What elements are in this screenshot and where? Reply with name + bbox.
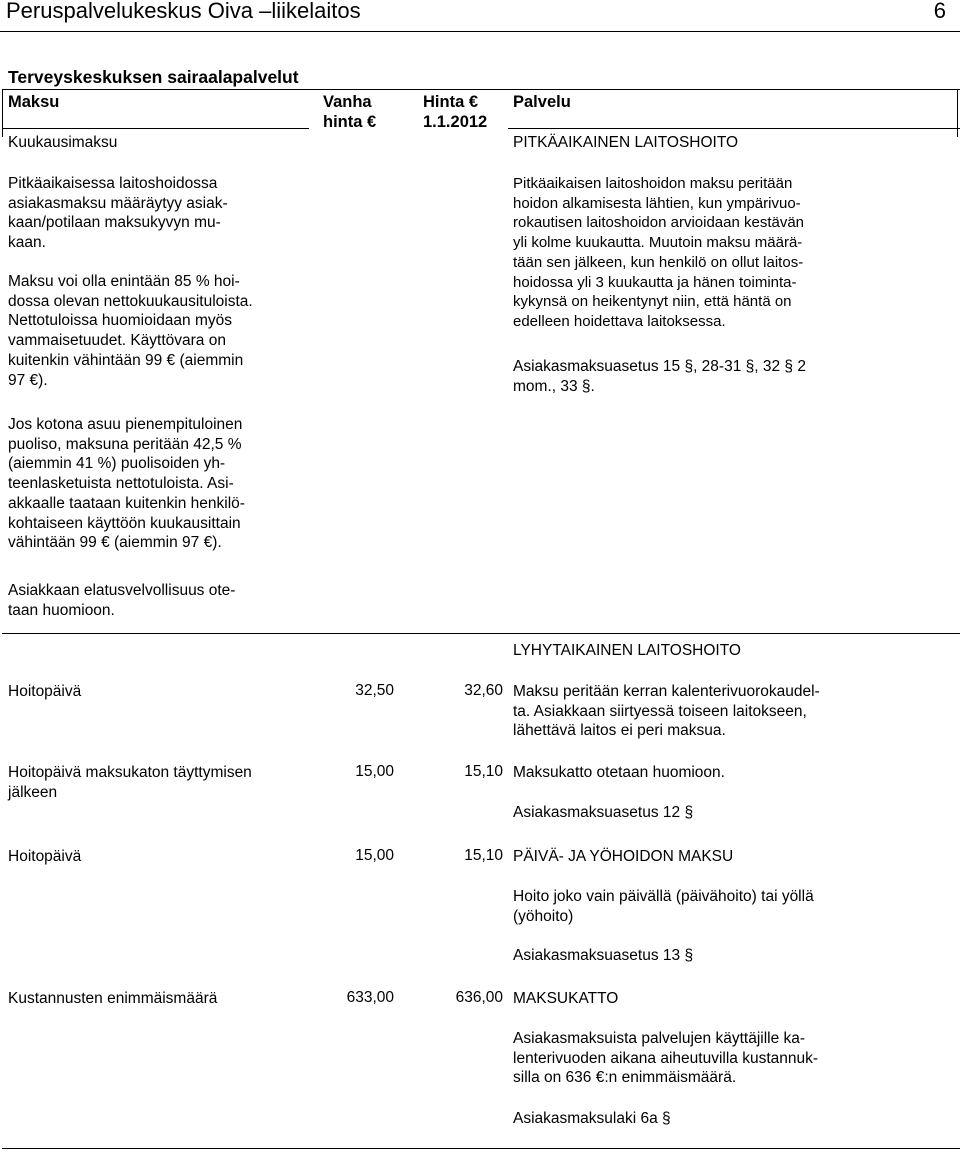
old-price: 15,00 [355, 763, 394, 780]
section-title: Terveyskeskuksen sairaalapalvelut [8, 67, 299, 87]
service-description: Hoito joko vain päivällä (päivähoito) tai yöllä (yöhoito) [513, 888, 814, 925]
fee-label: Hoitopäivä maksukaton täyttymisen jälkeen [8, 764, 252, 801]
column-header-palvelu: Palvelu [513, 93, 571, 111]
new-price: 15,10 [464, 763, 503, 780]
fee-label: Hoitopäivä [8, 848, 82, 865]
fee-description: Maksu voi olla enintään 85 % hoi- dossa olevan nettokuukausituloista. Nettotuloissa huomioidaan myös vammaisetuudet. Käyttövara on kuitenkin vähintään 99 € (aiemmin 97 €). [8, 273, 253, 389]
service-title: MAKSUKATTO [513, 990, 619, 1007]
old-price: 15,00 [355, 847, 394, 864]
service-legal-reference: Asiakasmaksuasetus 12 § [513, 804, 694, 821]
old-price: 32,50 [355, 682, 394, 699]
fee-label: Kuukausimaksu [8, 134, 118, 151]
column-header-maksu: Maksu [8, 93, 60, 111]
table-left-border [2, 89, 3, 137]
fee-description: Asiakkaan elatusvelvollisuus ote- taan huomioon. [8, 582, 236, 619]
service-title: LYHYTAIKAINEN LAITOSHOITO [513, 642, 741, 659]
service-legal-reference: Asiakasmaksulaki 6a § [513, 1110, 671, 1127]
fee-description: Jos kotona asuu pienempituloinen puoliso, maksuna peritään 42,5 % (aiemmin 41 %) puolisoiden yh- teenlasketuista nettotuloista. Asi- akkaalle taataan kuitenkin henkilö- kohtaiseen käyttöön kuukausittain vähintään 99 € (aiemmin 97 €). [8, 416, 245, 552]
service-description: Pitkäaikaisen laitoshoidon maksu peritään hoidon alkamisesta lähtien, kun ympärivuo- rokautisen laitoshoidon arvioidaan kestävän yli kolme kuukautta. Muutoin maksu määrä- tään sen jälkeen, kun henkilö on ollut laitos- hoidossa yli 3 kuukautta ja hänen toiminta- kykynsä on heikentynyt niin, että häntä on edelleen hoidettava laitoksessa. [513, 175, 805, 330]
row-border [2, 128, 309, 129]
service-legal-reference: Asiakasmaksuasetus 15 §, 28-31 §, 32 § 2 mom., 33 §. [513, 358, 806, 395]
column-header-hinta: Hinta € 1.1.2012 [423, 93, 488, 131]
service-title: PITKÄAIKAINEN LAITOSHOITO [513, 134, 739, 151]
row-border [508, 128, 960, 129]
service-legal-reference: Asiakasmaksuasetus 13 § [513, 947, 694, 964]
fee-label: Hoitopäivä [8, 683, 82, 700]
column-header-vanha-hinta: Vanha hinta € [323, 93, 377, 131]
service-title: PÄIVÄ- JA YÖHOIDON MAKSU [513, 848, 734, 865]
document-header-title: Peruspalvelukeskus Oiva –liikelaitos [6, 0, 361, 23]
table-right-border [957, 89, 958, 137]
old-price: 633,00 [346, 989, 394, 1006]
fee-description: Pitkäaikaisessa laitoshoidossa asiakasmaksu määräytyy asiak- kaan/potilaan maksukyvyn mu- kaan. [8, 175, 228, 252]
new-price: 32,60 [464, 682, 503, 699]
service-description: Maksukatto otetaan huomioon. [513, 764, 725, 781]
service-description: Asiakasmaksuista palvelujen käyttäjille ka- lenterivuoden aikana aiheutuvilla kustannuk- silla on 636 €:n enimmäismäärä. [513, 1030, 819, 1087]
new-price: 636,00 [455, 989, 503, 1006]
table-bottom-border [2, 1148, 960, 1149]
fee-label: Kustannusten enimmäismäärä [8, 990, 218, 1007]
service-description: Maksu peritään kerran kalenterivuorokaudel- ta. Asiakkaan siirtyessä toiseen laitokseen, lähettävä laitos ei peri maksua. [513, 683, 820, 740]
new-price: 15,10 [464, 847, 503, 864]
row-border [2, 633, 960, 634]
page-number: 6 [933, 0, 946, 23]
table-top-border [2, 89, 960, 90]
header-rule [0, 31, 960, 32]
